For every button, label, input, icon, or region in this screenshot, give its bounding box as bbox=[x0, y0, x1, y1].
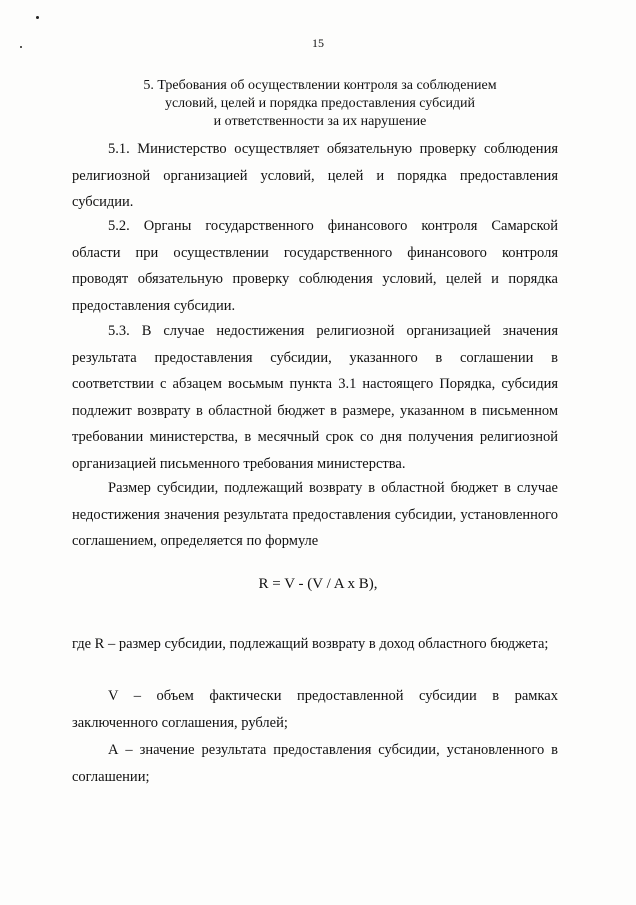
section-title-line: 5. Требования об осуществлении контроля за соблюдением bbox=[143, 78, 497, 93]
scan-speck bbox=[36, 16, 39, 19]
paragraph-5-3: 5.3. В случае недостижения религиозной организацией значения результата предоставления субсидии, указанного в соглашении в соответствии с абзацем восьмым пункта 3.1 настоящего Порядка, субсидия подлежит возврату в областной бюджет в размере, указанном в письменном требовании министерства, в месячный срок со дня получения религиозной организацией письменного требования министерства. bbox=[72, 323, 558, 472]
paragraph-subsidy-size: Размер субсидии, подлежащий возврату в областной бюджет в случае недостижения значения результата предоставления субсидии, установленного соглашением, определяется по формуле bbox=[72, 480, 558, 549]
section-title-line: условий, целей и порядка предоставления субсидий bbox=[164, 96, 476, 111]
definition-a: А – значение результата предоставления субсидии, установленного в соглашении; bbox=[72, 742, 558, 785]
paragraph-5-2: 5.2. Органы государственного финансового контроля Самарской области при осуществлении государственного финансового контроля проводят обязательную проверку соблюдения условий, целей и порядка предоставления субсидии. bbox=[72, 218, 558, 314]
formula: R = V - (V / A x B), bbox=[258, 576, 378, 592]
definition-v: V – объем фактически предоставленной субсидии в рамках заключенного соглашения, рублей; bbox=[72, 688, 558, 731]
section-title-line: и ответственности за их нарушение bbox=[213, 114, 427, 129]
section-title bbox=[60, 77, 580, 131]
page-number: 15 bbox=[312, 36, 324, 50]
definition-r: где R – размер субсидии, подлежащий возврату в доход областного бюджета; bbox=[72, 636, 549, 652]
paragraph-5-1: 5.1. Министерство осуществляет обязательную проверку соблюдения религиозной организацией условий, целей и порядка предоставления субсидии. bbox=[72, 141, 558, 210]
